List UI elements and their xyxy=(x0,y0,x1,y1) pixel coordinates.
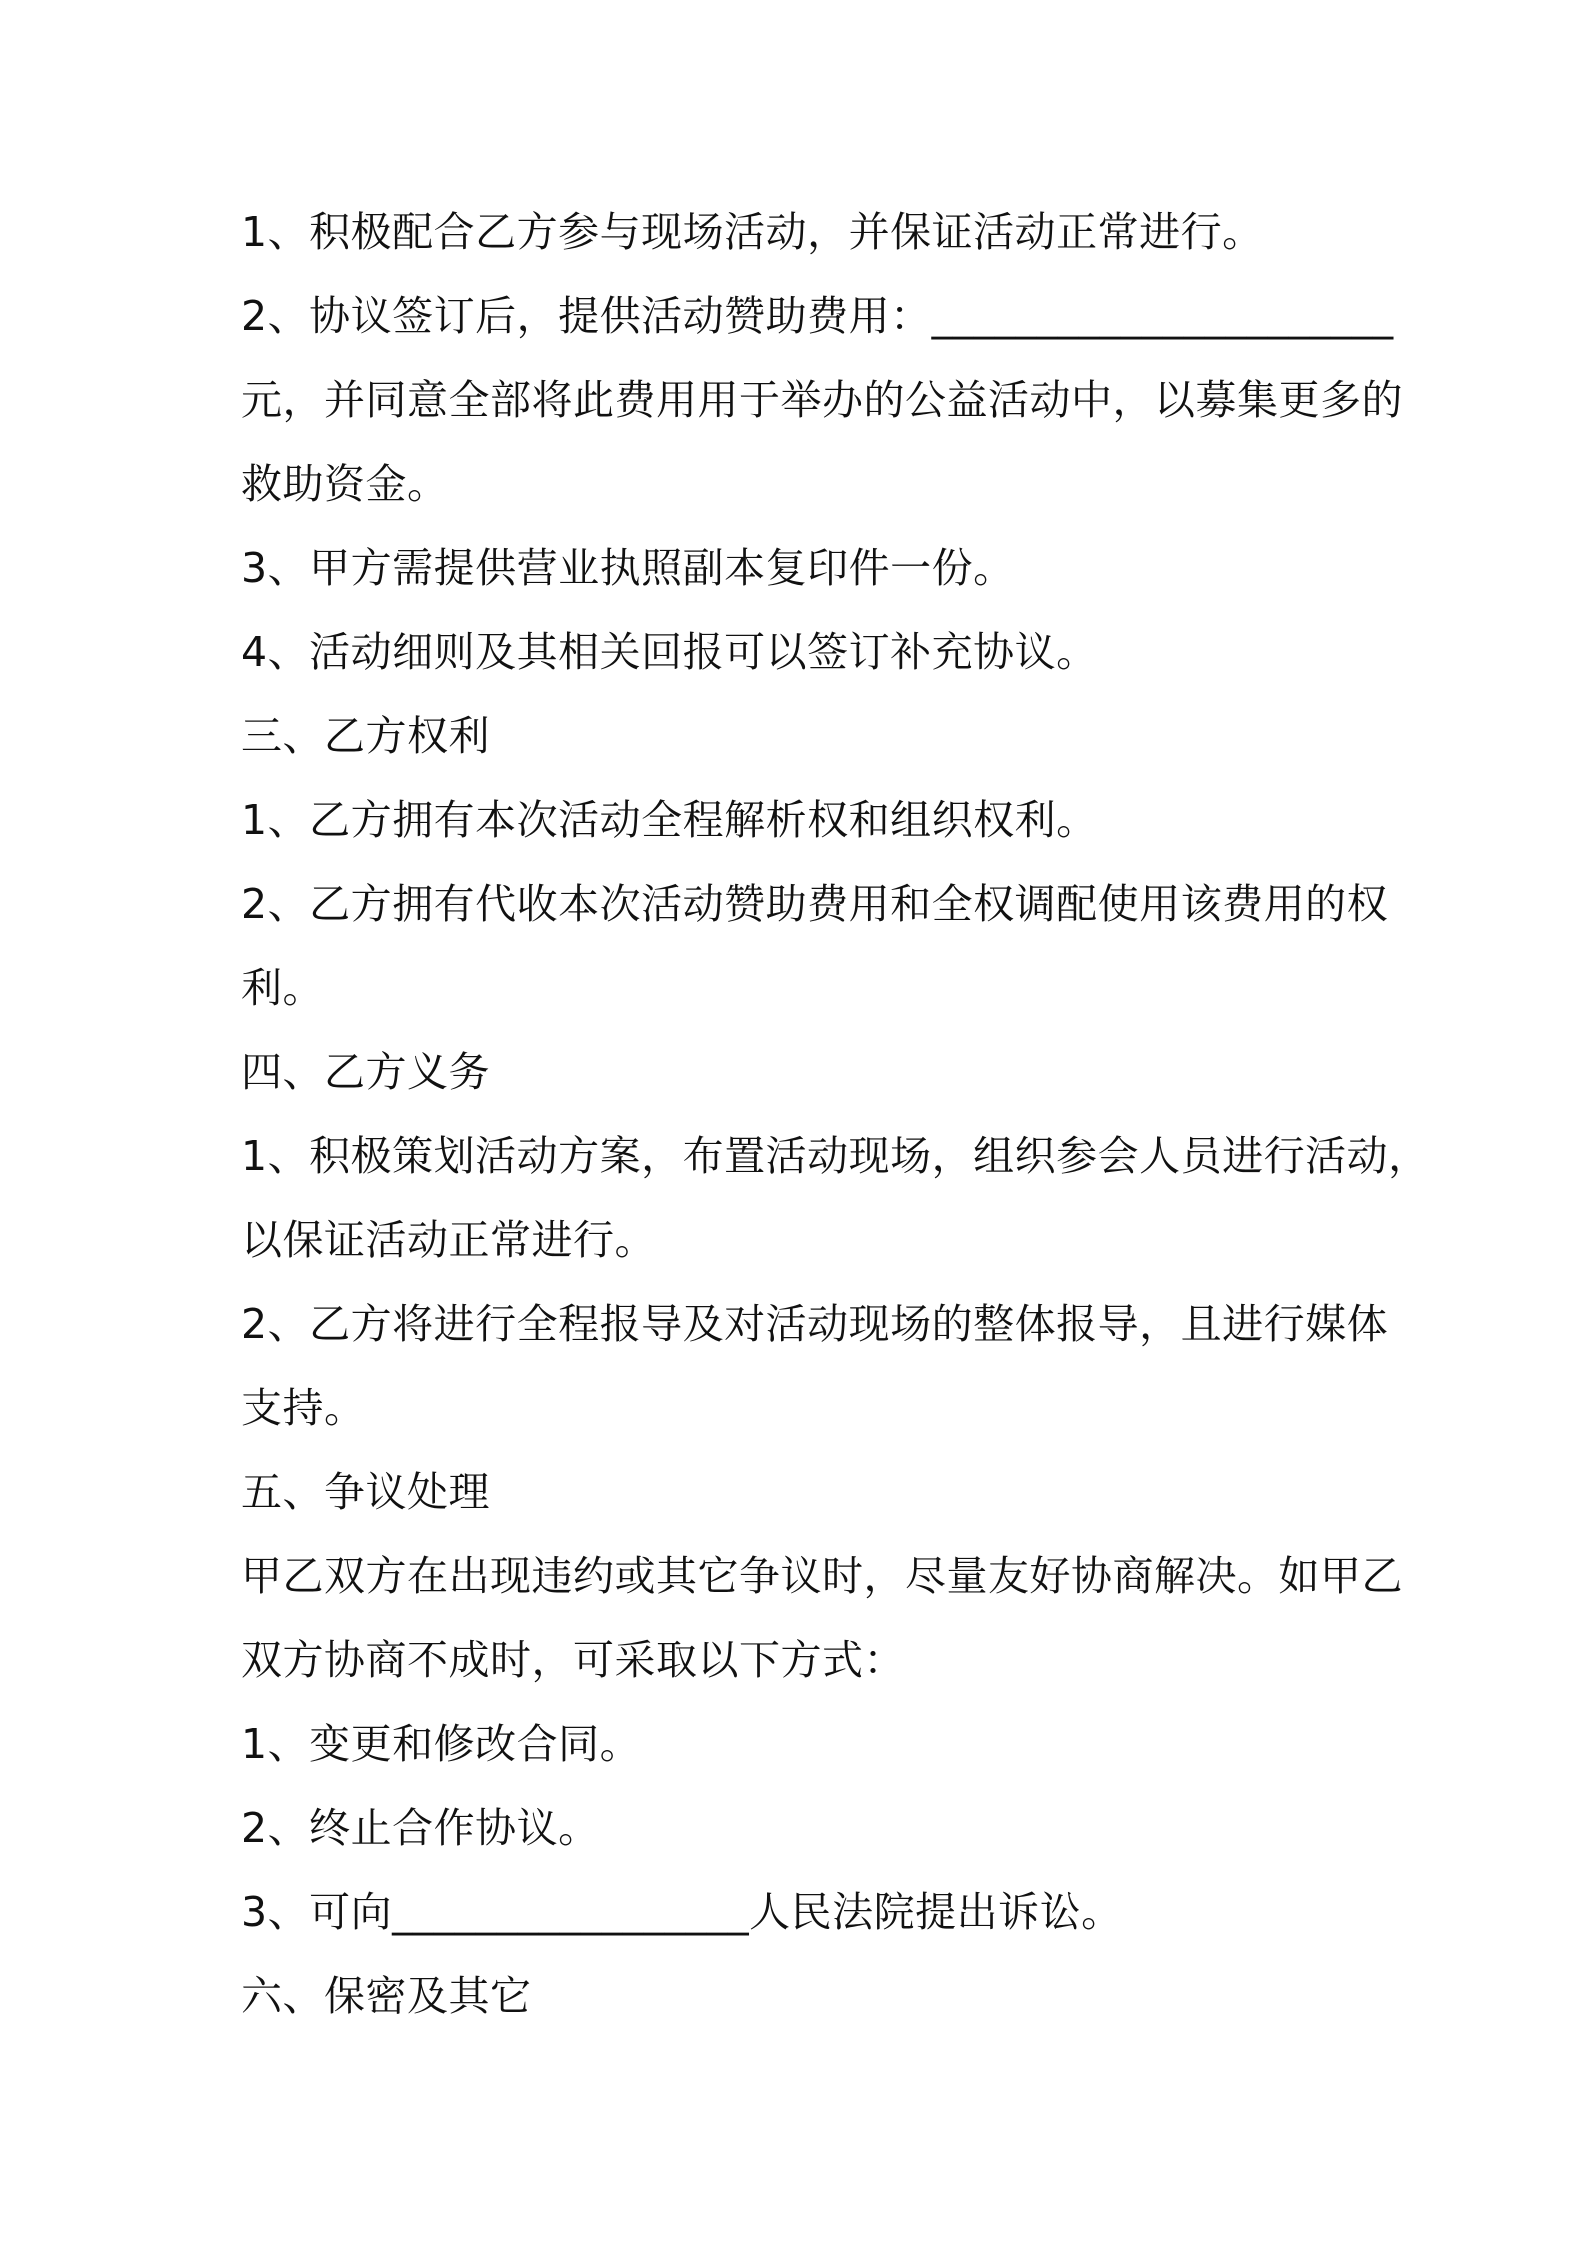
text-line: 4、活动细则及其相关回报可以签订补充协议。 xyxy=(241,628,1098,676)
text-line: 救助资金。 xyxy=(241,460,449,508)
document-body xyxy=(241,190,1430,2038)
text-line: 1、变更和修改合同。 xyxy=(241,1720,642,1768)
text-line: 1、积极配合乙方参与现场活动，并保证活动正常进行。 xyxy=(241,208,1264,256)
text-line: 2、协议签订后，提供活动赞助费用：______________________ xyxy=(241,292,1394,340)
section-heading: 三、乙方权利 xyxy=(241,712,490,760)
section-heading: 六、保密及其它 xyxy=(241,1972,532,2020)
text-line: 以保证活动正常进行。 xyxy=(241,1216,656,1264)
text-line: 1、积极策划活动方案，布置活动现场，组织参会人员进行活动， xyxy=(241,1132,1430,1180)
text-line: 元，并同意全部将此费用用于举办的公益活动中，以募集更多的 xyxy=(241,376,1403,424)
text-line: 2、乙方拥有代收本次活动赞助费用和全权调配使用该费用的权 xyxy=(241,880,1389,928)
text-line: 甲乙双方在出现违约或其它争议时，尽量友好协商解决。如甲乙 xyxy=(241,1552,1403,1600)
section-heading: 五、争议处理 xyxy=(241,1468,490,1516)
text-line: 2、乙方将进行全程报导及对活动现场的整体报导，且进行媒体 xyxy=(241,1300,1389,1348)
text-line: 利。 xyxy=(241,964,324,1012)
text-line: 1、乙方拥有本次活动全程解析权和组织权利。 xyxy=(241,796,1098,844)
text-line: 双方协商不成时，可采取以下方式： xyxy=(241,1636,905,1684)
text-line: 3、甲方需提供营业执照副本复印件一份。 xyxy=(241,544,1015,592)
section-heading: 四、乙方义务 xyxy=(241,1048,490,1096)
text-line: 2、终止合作协议。 xyxy=(241,1804,600,1852)
text-line: 支持。 xyxy=(241,1384,366,1432)
text-line: 3、可向_________________人民法院提出诉讼。 xyxy=(241,1888,1123,1936)
